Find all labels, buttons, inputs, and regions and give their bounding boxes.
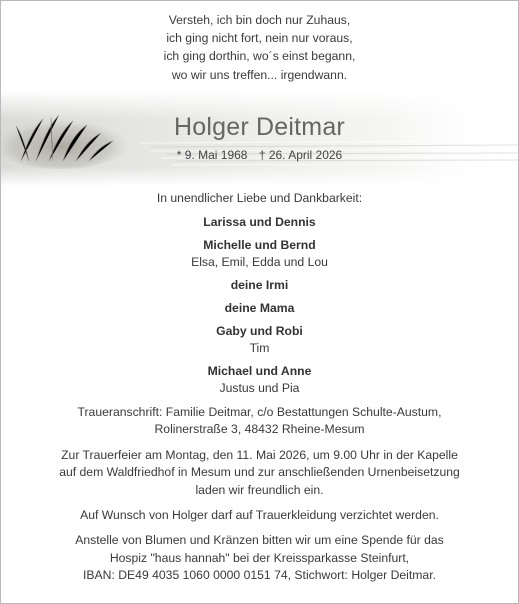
mourner-group: [1, 300, 518, 317]
ceremony-line: auf dem Waldfriedhof in Mesum und zur anschließenden Urnenbeisetzung: [59, 465, 460, 480]
mourner-name: Michael und Anne: [207, 364, 312, 378]
ceremony-notice: [1, 447, 518, 499]
donation-line: Anstelle von Blumen und Kränzen bitten wir um eine Spende für das: [75, 533, 444, 548]
mourner-group: [1, 363, 518, 397]
address-line: Traueranschrift: Familie Deitmar, c/o Bestattungen Schulte-Austum,: [77, 405, 442, 419]
mourning-address: [1, 404, 518, 439]
death-date: † 26. April 2026: [258, 148, 343, 162]
mourner-sub: Tim: [249, 341, 270, 355]
dress-code-notice: Auf Wunsch von Holger darf auf Trauerkleidung verzichtet werden.: [80, 508, 439, 523]
ceremony-line: Zur Trauerfeier am Montag, den 11. Mai 2026, um 9.00 Uhr in der Kapelle: [61, 447, 458, 462]
poem-line: ich ging dorthin, wo´s einst begann,: [163, 49, 356, 64]
poem-line: wo wir uns treffen... irgendwann.: [171, 67, 348, 82]
mourner-name: Michelle und Bernd: [203, 238, 316, 252]
intro-text: In unendlicher Liebe und Dankbarkeit:: [156, 191, 363, 205]
donation-line: Hospiz "haus hannah" bei der Kreissparkasse Steinfurt,: [109, 550, 410, 565]
poem: [1, 11, 518, 84]
mourner-name: Gaby und Robi: [216, 324, 303, 338]
poem-line: Versteh, ich bin doch nur Zuhaus,: [168, 13, 351, 27]
mourner-sub: Elsa, Emil, Edda und Lou: [191, 255, 328, 269]
address-line: Rolinerstraße 3, 48432 Rheine-Mesum: [154, 422, 365, 437]
mourner-group: [1, 214, 518, 231]
deceased-name: Holger Deitmar: [174, 113, 345, 141]
donation-line: IBAN: DE49 4035 1060 0000 0151 74, Stichwort: Holger Deitmar.: [83, 568, 436, 583]
life-dates: [1, 148, 518, 162]
mourner-name: deine Mama: [224, 301, 295, 315]
obituary-body: [1, 190, 518, 585]
mourner-group: [1, 277, 518, 294]
mourner-name: deine Irmi: [230, 278, 289, 292]
mourner-name: Larissa und Dennis: [203, 215, 316, 229]
birth-date: * 9. Mai 1968: [176, 148, 248, 162]
poem-line: ich ging nicht fort, nein nur voraus,: [166, 31, 353, 46]
ceremony-line: laden wir freundlich ein.: [195, 482, 324, 497]
mourner-group: [1, 323, 518, 357]
mourner-sub: Justus und Pia: [219, 381, 300, 395]
mourner-group: [1, 237, 518, 271]
donation-notice: [1, 532, 518, 584]
